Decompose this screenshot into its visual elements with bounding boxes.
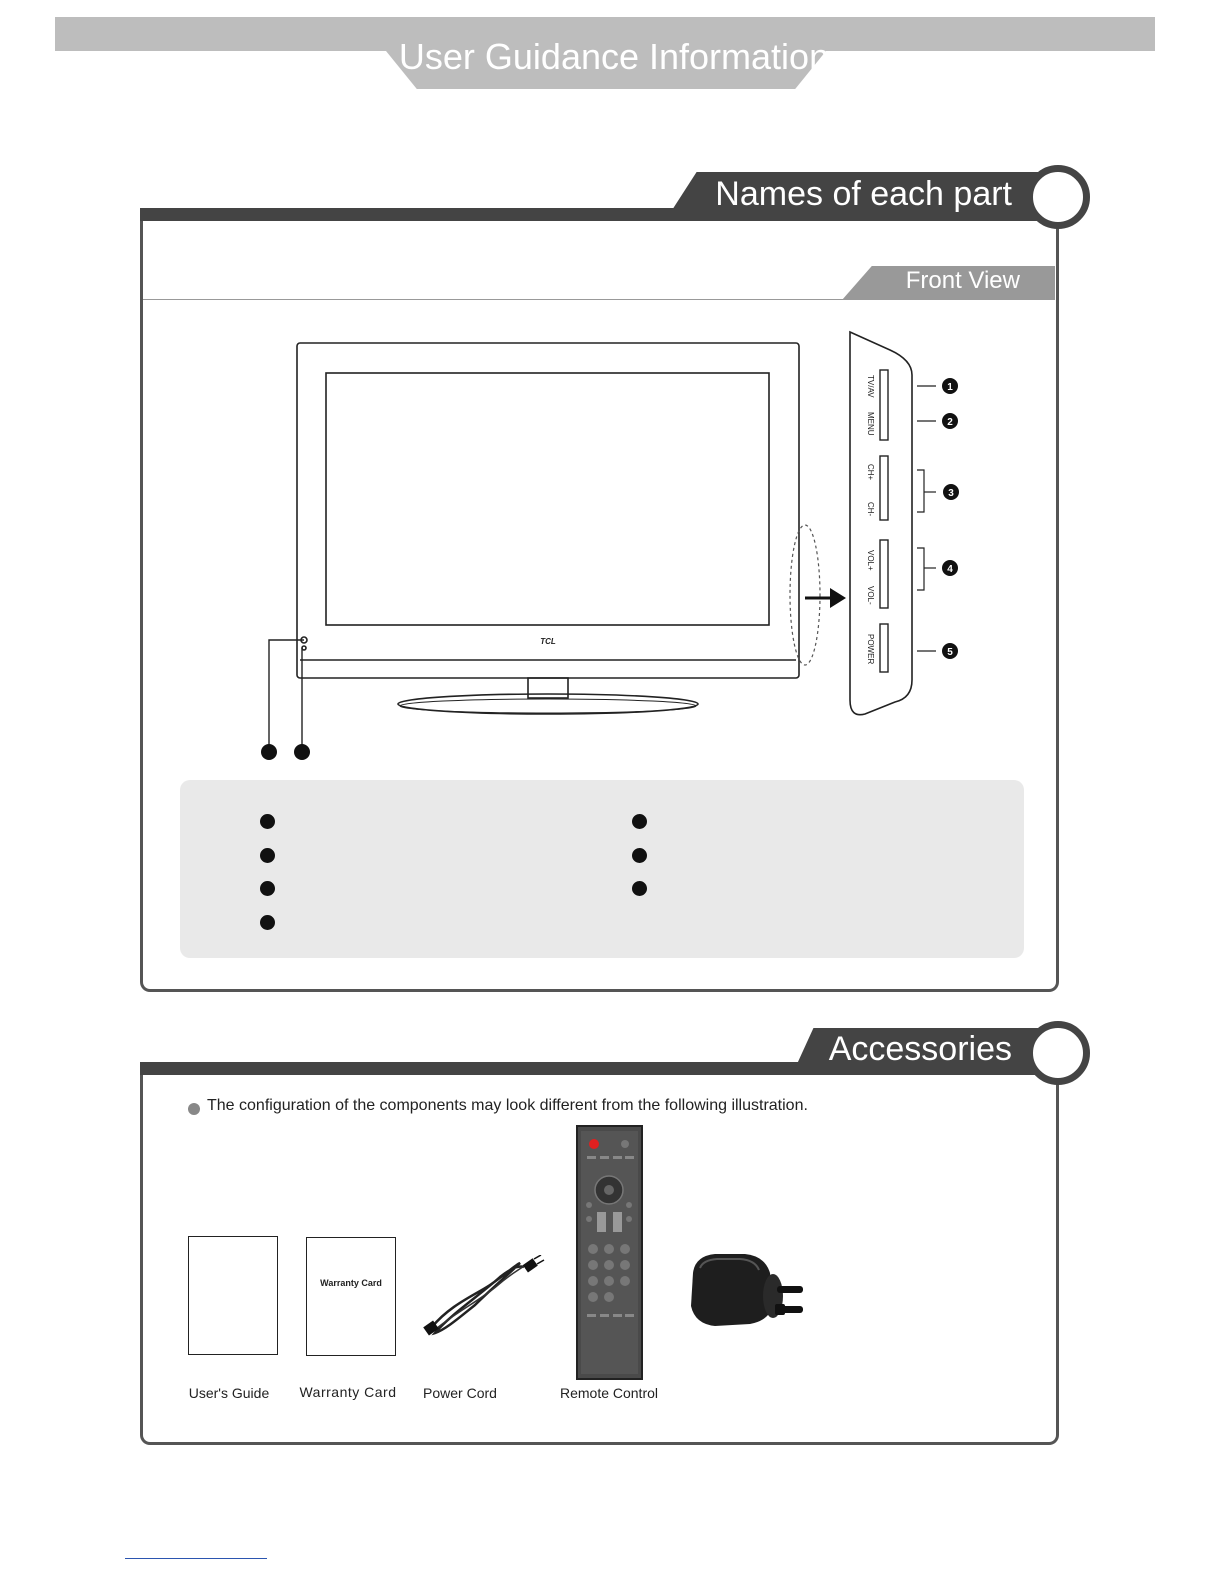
warranty-card-cover-text: Warranty Card	[320, 1278, 382, 1288]
names-section-bar	[140, 208, 700, 221]
btn-label-power: POWER	[866, 634, 875, 665]
legend-bullet	[260, 881, 275, 896]
callout-dot-b	[294, 744, 310, 760]
btn-label-ch-minus: CH-	[866, 502, 875, 517]
arrow-head	[830, 588, 846, 608]
legend-bullet	[632, 881, 647, 896]
callout-2: 2	[947, 417, 953, 428]
caption-warranty-card: Warranty Card	[299, 1384, 397, 1400]
accessories-section-bar	[140, 1062, 840, 1075]
legend-bullet	[260, 915, 275, 930]
page-title: User Guidance Information	[398, 36, 830, 77]
legend-bullet	[632, 814, 647, 829]
parts-legend-panel	[180, 780, 1024, 958]
button-group-4	[880, 624, 888, 672]
users-guide-illustration	[188, 1236, 278, 1355]
tv-bezel	[297, 343, 799, 678]
button-group-3	[880, 540, 888, 608]
power-cord-illustration	[420, 1255, 545, 1340]
callout-1: 1	[947, 382, 953, 393]
btn-label-tvav: TV/AV	[866, 375, 875, 398]
names-section-title: Names of each part	[715, 175, 1012, 213]
tv-logo: TCL	[540, 637, 556, 646]
side-panel-outline	[850, 332, 912, 715]
callout-dot-a	[261, 744, 277, 760]
note-bullet-icon	[188, 1103, 200, 1115]
names-section-ring-icon	[1026, 165, 1090, 229]
legend-bullet	[260, 848, 275, 863]
callout-3: 3	[948, 488, 954, 499]
remote-power-button	[589, 1139, 599, 1149]
tv-front-illustration	[260, 330, 1060, 770]
caption-users-guide: User's Guide	[188, 1385, 270, 1401]
remote-control-illustration	[575, 1125, 645, 1381]
footer-line	[125, 1558, 267, 1559]
caption-power-cord: Power Cord	[423, 1385, 497, 1401]
legend-bullet	[632, 848, 647, 863]
btn-label-menu: MENU	[866, 412, 875, 436]
caption-remote-control: Remote Control	[559, 1385, 659, 1401]
btn-label-vol-minus: VOL-	[866, 586, 875, 605]
tv-neck	[528, 678, 568, 698]
tv-stand-rim	[400, 699, 696, 713]
callout-5: 5	[947, 647, 953, 658]
leader-ir	[269, 640, 304, 750]
warranty-card-illustration	[306, 1237, 396, 1356]
front-view-title: Front View	[905, 267, 1020, 294]
bracket-4	[917, 548, 924, 590]
plug-adapter-illustration	[685, 1248, 815, 1338]
accessories-note: The configuration of the components may look different from the following illustration.	[207, 1097, 808, 1114]
tv-screen	[326, 373, 769, 625]
button-group-1	[880, 370, 888, 440]
btn-label-ch-plus: CH+	[866, 464, 875, 481]
side-panel-highlight	[790, 525, 820, 665]
callout-4: 4	[947, 564, 953, 575]
accessories-section-ring-icon	[1026, 1021, 1090, 1085]
legend-bullet	[260, 814, 275, 829]
bracket-3	[917, 470, 924, 512]
btn-label-vol-plus: VOL+	[866, 550, 875, 571]
tv-body	[297, 343, 799, 714]
accessories-section-title: Accessories	[828, 1030, 1012, 1068]
button-group-2	[880, 456, 888, 520]
